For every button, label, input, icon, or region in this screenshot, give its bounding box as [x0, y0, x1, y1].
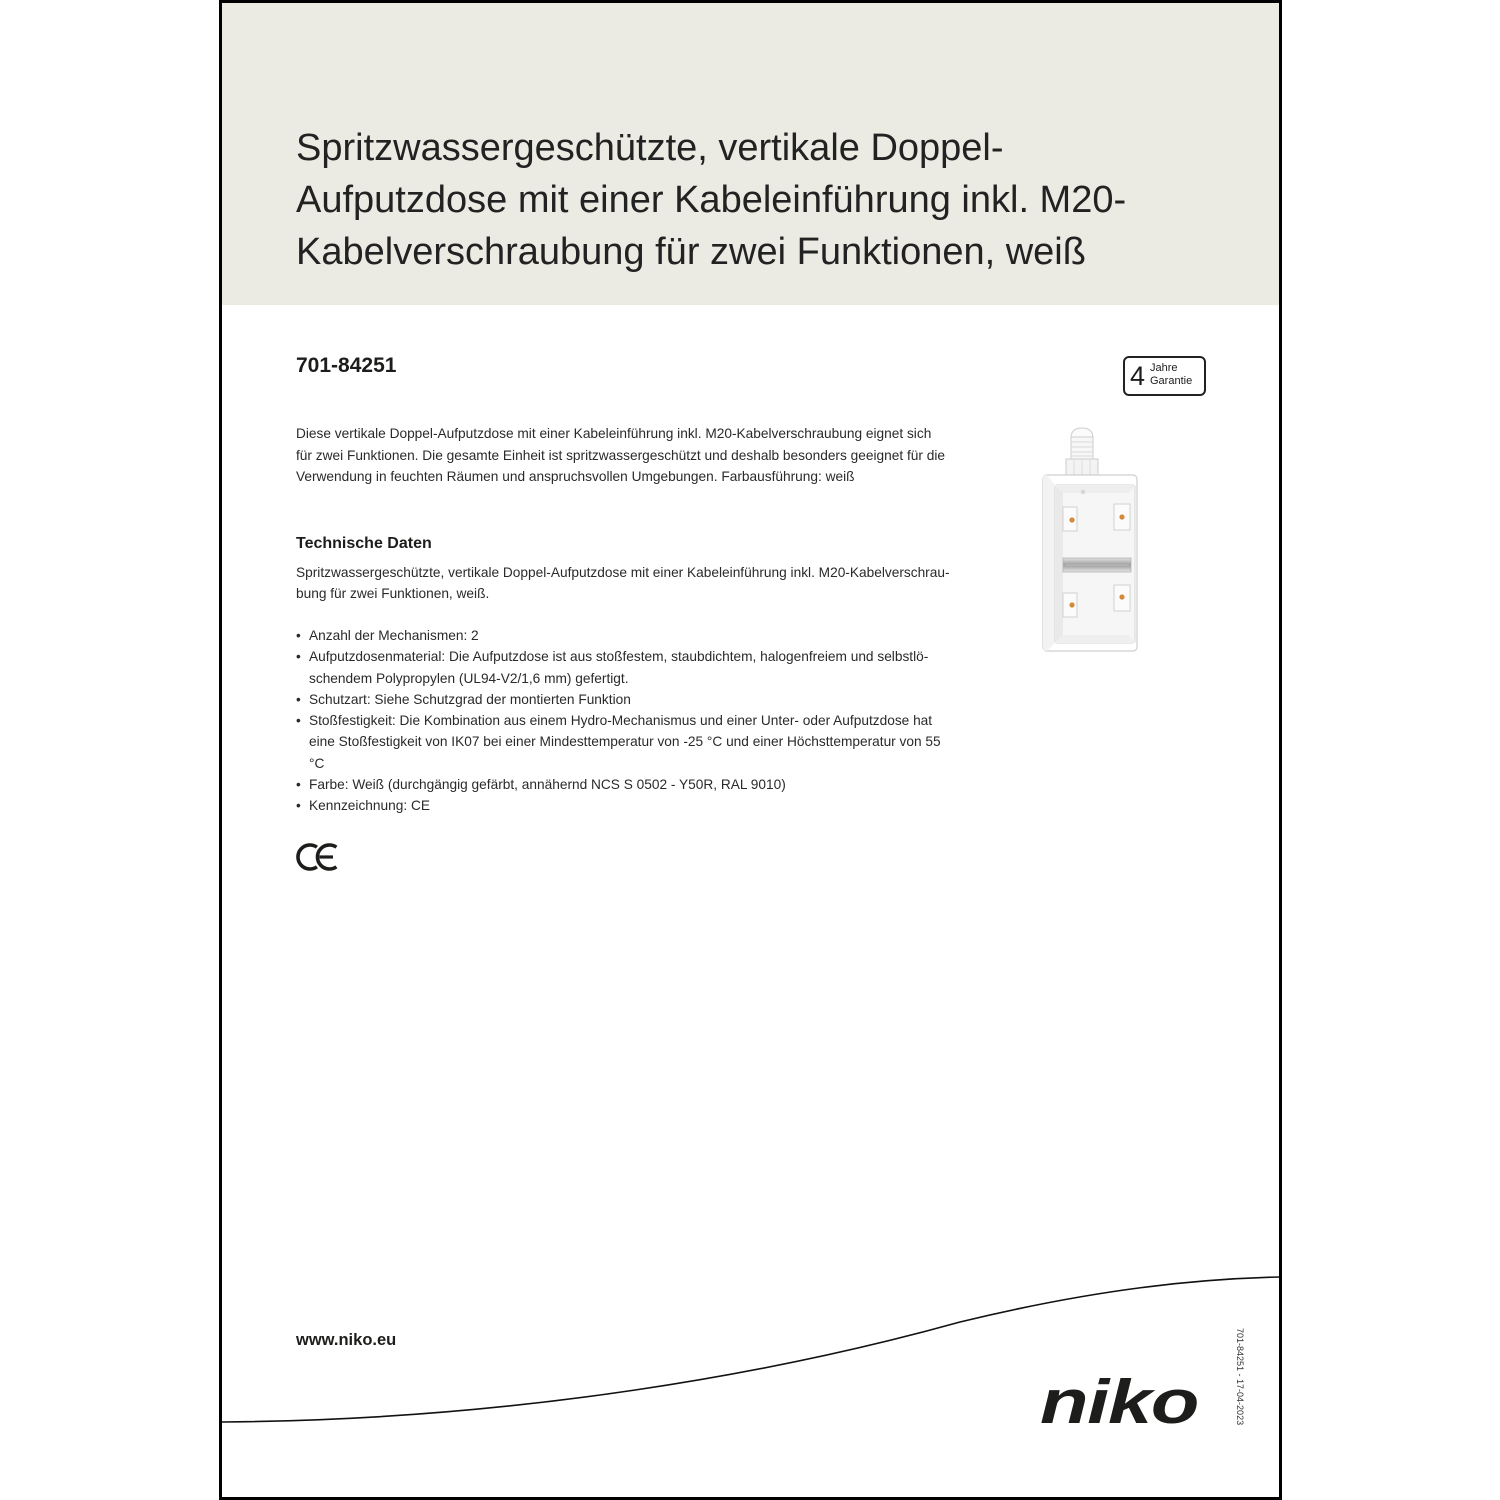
niko-logo: niko — [1040, 1368, 1199, 1437]
bullet: • — [296, 798, 301, 813]
list-item-text: Stoßfestigkeit: Die Kombination aus einem Hydro-Mechanismus und einer Unter- oder Aufputzdose hat — [309, 713, 933, 728]
bullet: • — [296, 649, 301, 665]
list-item — [296, 646, 941, 689]
warranty-label: Garantie — [1150, 375, 1193, 387]
cavity-bottom-wall — [1055, 635, 1135, 643]
list-item — [296, 774, 941, 795]
list-item — [296, 795, 941, 816]
product-description — [296, 423, 945, 488]
mounting-screw — [1119, 594, 1124, 599]
bullet: • — [296, 628, 301, 643]
description-line: Verwendung in feuchten Räumen und anspruchsvollen Umgebungen. Farbausführung: weiß — [296, 469, 855, 484]
mounting-screw — [1069, 517, 1074, 522]
list-item — [296, 710, 941, 774]
list-item — [296, 625, 941, 646]
cable-gland — [1066, 428, 1098, 478]
list-item-text: Kennzeichnung: CE — [309, 798, 430, 813]
ce-mark — [296, 843, 338, 871]
article-number: 701-84251 — [296, 354, 397, 377]
cavity-left-wall — [1055, 485, 1063, 643]
tech-spec-list — [296, 625, 941, 816]
document-code-date: 701-84251 - 17-04-2023 — [1235, 1328, 1245, 1426]
list-item-text: Farbe: Weiß (durchgängig gefärbt, annähernd NCS S 0502 - Y50R, RAL 9010) — [309, 776, 786, 792]
list-item-text: eine Stoßfestigkeit von IK07 bei einer Mindesttemperatur von -25 °C und einer Höchsttemperatur von 55 — [309, 734, 941, 750]
description-line: für zwei Funktionen. Die gesamte Einheit ist spritzwassergeschützt und deshalb besonders geeignet für die — [296, 447, 945, 463]
tech-data-intro — [296, 562, 950, 604]
product-photo — [1035, 425, 1145, 655]
list-item-text: Aufputzdosenmaterial: Die Aufputzdose ist aus stoßfestem, staubdichtem, halogenfreiem und selbstlö- — [309, 649, 929, 665]
list-item-text: Schutzart: Siehe Schutzgrad der montierten Funktion — [309, 691, 631, 707]
product-title-line: Spritzwassergeschützte, vertikale Doppel- — [296, 127, 1004, 169]
description-line: Diese vertikale Doppel-Aufputzdose mit einer Kabeleinführung inkl. M20-Kabelverschraubung eignet sich — [296, 426, 932, 441]
bullet: • — [296, 713, 301, 728]
website-link[interactable]: www.niko.eu — [296, 1331, 397, 1349]
list-item-text: °C — [309, 755, 325, 771]
cavity-top-wall — [1055, 485, 1135, 493]
mounting-screw — [1119, 514, 1124, 519]
product-title — [296, 122, 1126, 278]
bullet: • — [296, 776, 301, 792]
bullet: • — [296, 691, 301, 707]
warranty-unit: Jahre — [1150, 362, 1178, 374]
product-title-line: Kabelverschraubung für zwei Funktionen, weiß — [296, 231, 1086, 273]
tech-data-heading: Technische Daten — [296, 535, 432, 552]
tech-intro-line: Spritzwassergeschützte, vertikale Doppel-Aufputzdose mit einer Kabeleinführung inkl. M20-Kabelverschrau- — [296, 565, 950, 580]
product-title-line: Aufputzdose mit einer Kabeleinführung inkl. M20- — [296, 179, 1127, 221]
list-item-text: Anzahl der Mechanismen: 2 — [309, 628, 479, 643]
tech-intro-line: bung für zwei Funktionen, weiß. — [296, 586, 490, 601]
footer-wave-line — [0, 1250, 1500, 1450]
mounting-screw — [1069, 602, 1074, 607]
box-left-wall — [1043, 475, 1055, 651]
cable-entry-hole — [1081, 490, 1085, 494]
ce-mark-c — [298, 845, 317, 869]
warranty-years: 4 — [1130, 361, 1146, 391]
list-item — [296, 689, 941, 710]
warranty-badge — [1123, 356, 1206, 396]
list-item-text: schendem Polypropylen (UL94-V2/1,6 mm) gefertigt. — [309, 670, 629, 686]
